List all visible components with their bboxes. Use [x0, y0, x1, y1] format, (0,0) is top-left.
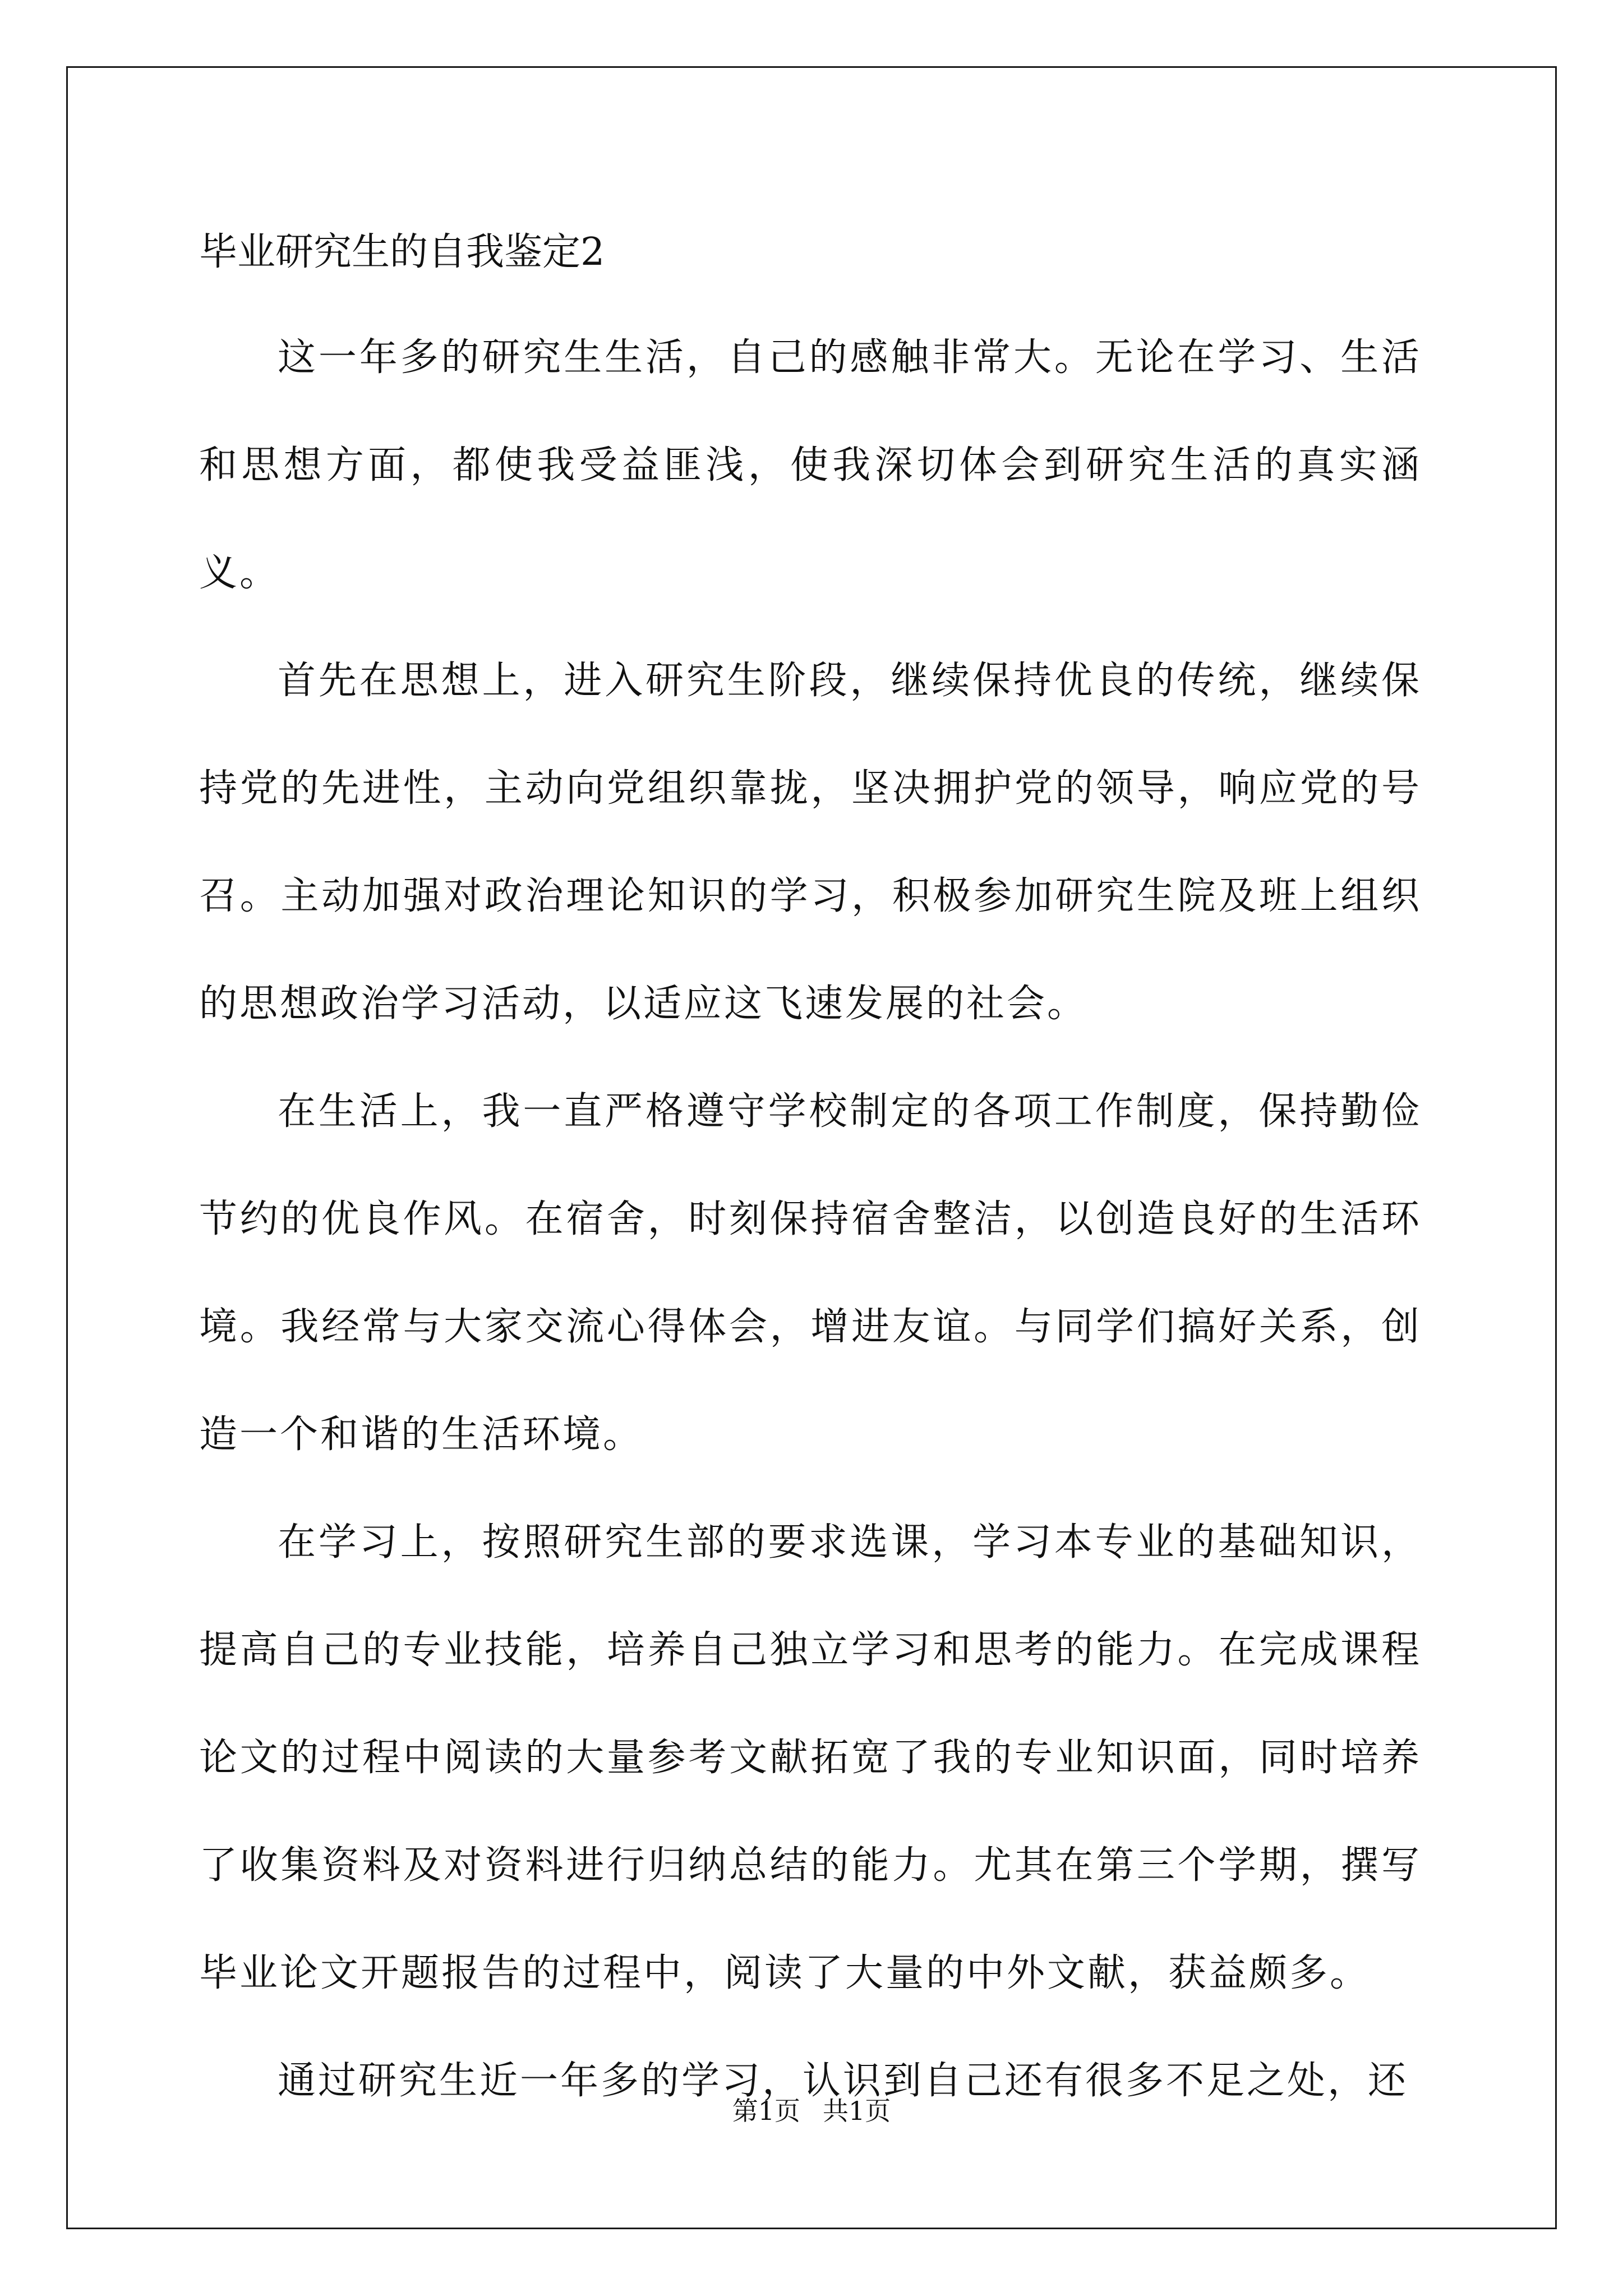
paragraph-3: 在生活上，我一直严格遵守学校制定的各项工作制度，保持勤俭节约的优良作风。在宿舍，时刻保持宿舍整洁，以创造良好的生活环境。我经常与大家交流心得体会，增进友谊。与同学们搞好关系，创造一个和谐的生活环境。 — [199, 1089, 1422, 1457]
document-body — [199, 221, 1422, 2135]
paragraph-1: 这一年多的研究生生活，自己的感触非常大。无论在学习、生活和思想方面，都使我受益匪浅，使我深切体会到研究生活的真实涵义。 — [199, 335, 1422, 595]
page-number-current: 第1页 — [732, 2096, 800, 2126]
page-number-total: 共1页 — [823, 2096, 891, 2126]
paragraph-4: 在学习上，按照研究生部的要求选课，学习本专业的基础知识，提高自己的专业技能，培养自己独立学习和思考的能力。在完成课程论文的过程中阅读的大量参考文献拓宽了我的专业知识面，同时培养了收集资料及对资料进行归纳总结的能力。尤其在第三个学期，撰写毕业论文开题报告的过程中，阅读了大量的中外文献，获益颇多。 — [199, 1520, 1422, 1995]
paragraph-2: 首先在思想上，进入研究生阶段，继续保持优良的传统，继续保持党的先进性，主动向党组织靠拢，坚决拥护党的领导，响应党的号召。主动加强对政治理论知识的学习，积极参加研究生院及班上组织的思想政治学习活动，以适应这飞速发展的社会。 — [199, 659, 1422, 1026]
paragraph-5: 通过研究生近一年多的学习，认识到自己还有很多不足之处，还 — [278, 2059, 1409, 2103]
page-footer — [0, 2094, 1623, 2128]
document-title: 毕业研究生的自我鉴定2 — [199, 230, 605, 274]
